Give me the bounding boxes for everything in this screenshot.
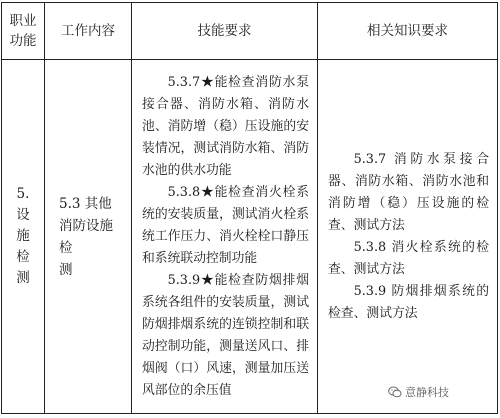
knowledge-item: 5.3.7 消防水泵接合器、消防水箱、消防水池和消防增（稳）压设施的检查、测试方法	[328, 151, 489, 233]
skill-item: 5.3.9★能检查防烟排烟系统各组件的安装质量，测试防烟排烟系统的连锁控制和联动控制功能，测量送风口、排烟阀（口）风速，测量加压送风部位的余压值	[142, 272, 309, 398]
cell-work-content	[45, 60, 132, 414]
header-work-content: 工作内容	[45, 3, 132, 60]
knowledge-item: 5.3.8 消火栓系统的检查、测试方法	[328, 239, 489, 277]
header-function-text: 职业 功能	[9, 13, 37, 49]
skill-item: 5.3.7★能检查消防水泵接合器、消防水箱、消防水池、消防增（稳）压设施的安装情况，测试消防水箱、消防水池的供水功能	[142, 74, 309, 178]
header-skills: 技能要求	[132, 3, 318, 60]
watermark-text: 意静科技	[405, 386, 449, 399]
wechat-icon	[388, 385, 402, 399]
watermark	[388, 384, 449, 400]
table-header-row	[2, 3, 498, 60]
cell-function	[2, 60, 45, 414]
skill-standard-table	[1, 2, 498, 414]
knowledge-item: 5.3.9 防烟排烟系统的检查、测试方法	[328, 283, 489, 321]
header-knowledge: 相关知识要求	[318, 3, 498, 60]
table-row	[2, 60, 498, 414]
cell-skills	[132, 60, 318, 414]
cell-knowledge	[318, 60, 498, 414]
header-function	[2, 3, 45, 60]
work-content-text: 5.3 其他 消防设施检 测	[59, 195, 113, 278]
function-text: 5. 设 施 检 测	[16, 186, 30, 286]
skill-item: 5.3.8★能检查消火栓系统的安装质量，测试消火栓系统工作压力、消火栓栓口静压和系统联动控制功能	[142, 184, 309, 266]
